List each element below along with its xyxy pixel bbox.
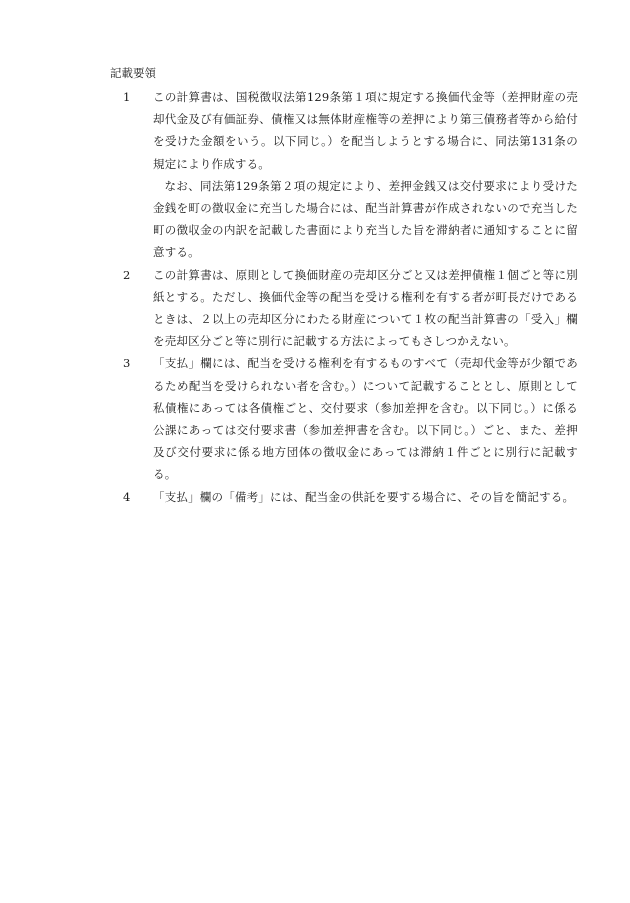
item-body: [153, 264, 578, 353]
instruction-item-1: [123, 86, 578, 264]
item-number: 4: [123, 489, 131, 504]
item-number: 2: [123, 267, 131, 282]
instruction-list: [123, 86, 578, 508]
item-number: 1: [123, 90, 131, 104]
item-body: [153, 352, 578, 485]
item-paragraph: この計算書は、原則として換価財産の売却区分ごと又は差押債権１個ごと等に別紙とする。ただし、換価代金等の配当を受ける権利を有する者が町長だけであるときは、２以上の売却区分にわたる財産について１枚の配当計算書の「受入」欄を売却区分ごと等に別行に記載する方法によってもさしつかえない。: [153, 267, 578, 349]
document-heading: 記載要領: [110, 66, 156, 80]
item-paragraph: 「支払」欄の「備考」には、配当金の供託を要する場合に、その旨を簡記する。: [153, 489, 575, 504]
item-paragraph: なお、同法第129条第２項の規定により、差押金銭又は交付要求により受けた金銭を町の徴収金に充当した場合には、配当計算書が作成されないので充当した町の徴収金の内訳を記載した書面により充当した旨を滞納者に通知することに留意する。: [153, 178, 578, 260]
instruction-item-4: [123, 486, 578, 508]
item-number: 3: [123, 356, 131, 371]
instruction-item-2: [123, 264, 578, 353]
instruction-item-3: [123, 352, 578, 485]
item-paragraph: この計算書は、国税徴収法第129条第１項に規定する換価代金等（差押財産の売却代金及び有価証券、債権又は無体財産権等の差押により第三債務者等から給付を受けた金額をいう。以下同じ。）を配当しようとする場合に、同法第131条の規定により作成する。: [153, 90, 578, 171]
item-body: [153, 486, 578, 508]
item-paragraph: 「支払」欄には、配当を受ける権利を有するものすべて（売却代金等が少額であるため配当を受けられない者を含む。）について記載することとし、原則として私債権にあっては各債権ごと、交付要求（参加差押を含む。以下同じ。）に係る公課にあっては交付要求書（参加差押書を含む。以下同じ。）ごと、また、差押及び交付要求に係る地方団体の徴収金にあっては滞納１件ごとに別行に記載する。: [153, 356, 578, 482]
item-body: [153, 86, 578, 264]
